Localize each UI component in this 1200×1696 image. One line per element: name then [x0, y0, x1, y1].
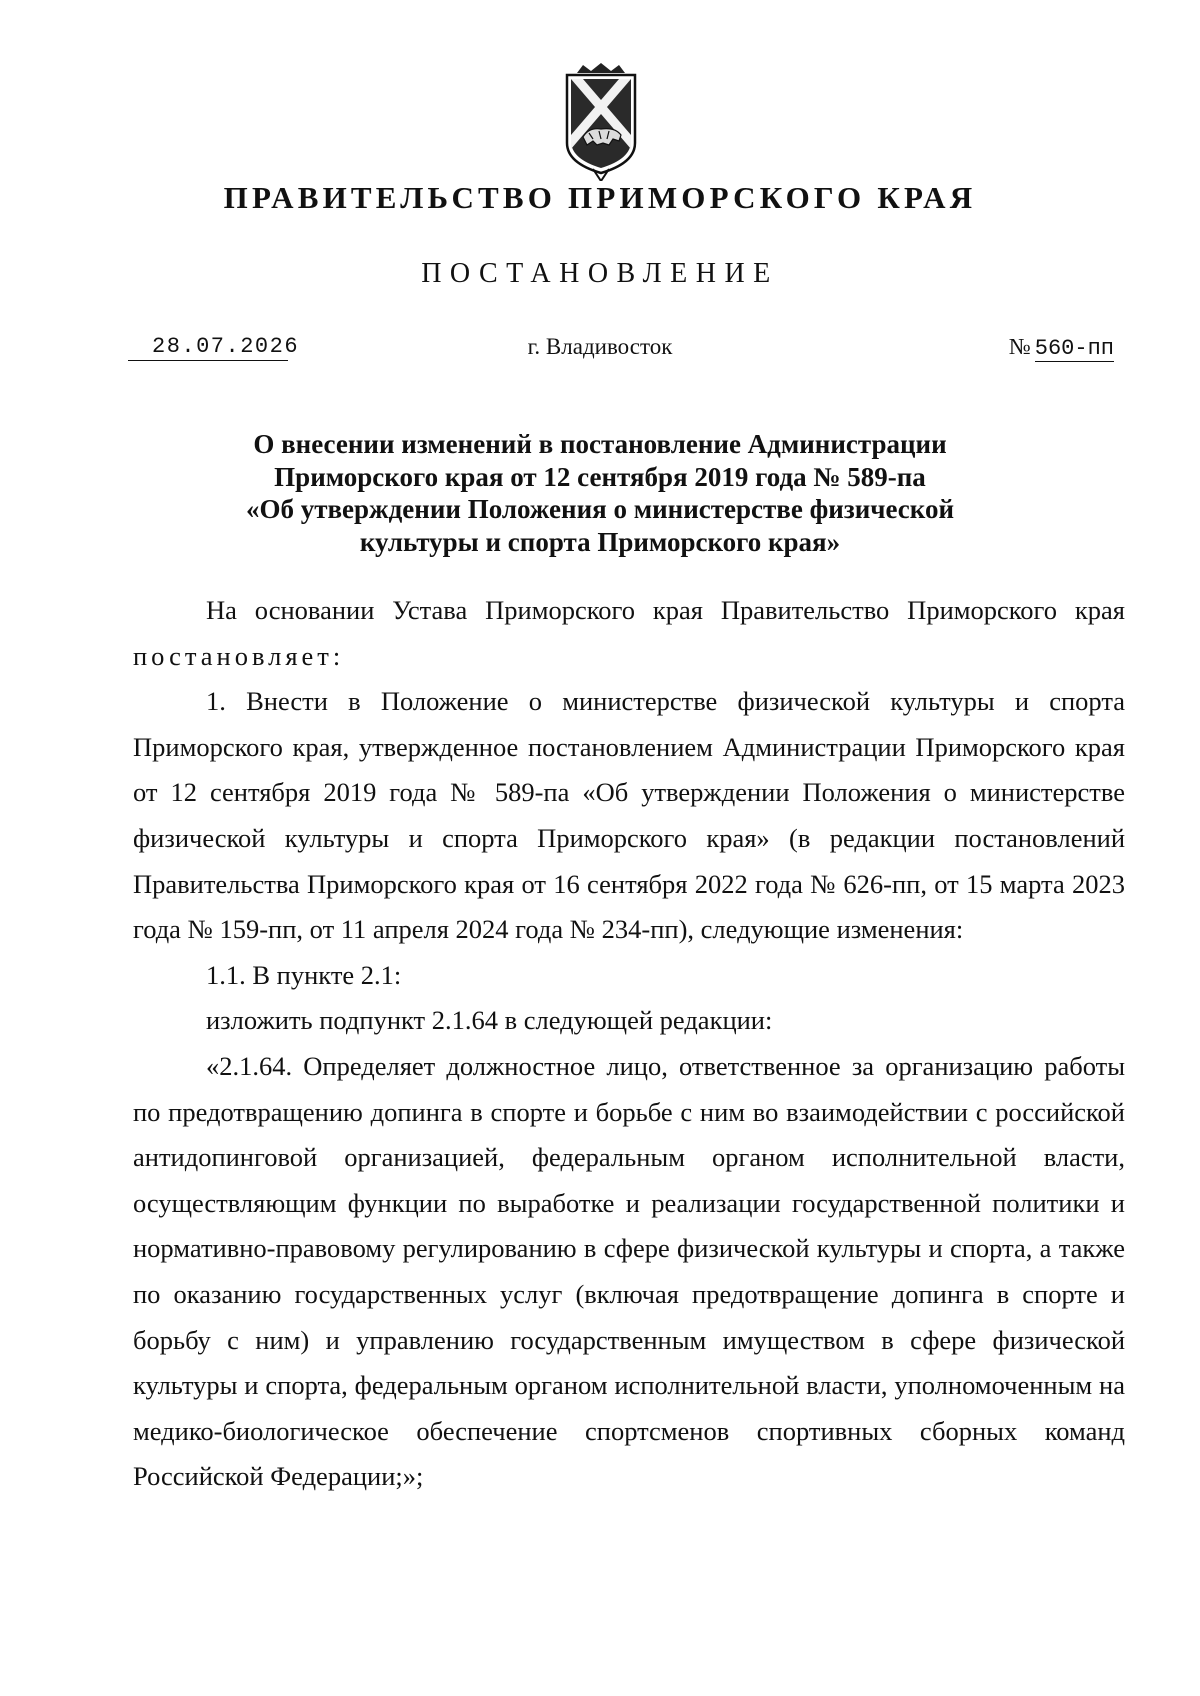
- intro-decree-word: постановляет:: [133, 640, 345, 671]
- document-subject: [0, 428, 1200, 558]
- number-value: 560-пп: [1034, 336, 1114, 361]
- subject-line: культуры и спорта Приморского края»: [359, 526, 841, 557]
- document-body: [133, 588, 1125, 1500]
- number-sign: №: [1008, 334, 1031, 359]
- document-number: [1009, 334, 1114, 362]
- document-city: г. Владивосток: [527, 334, 673, 359]
- intro-text: На основании Устава Приморского края Правительство Приморского края: [206, 595, 1125, 625]
- intro-paragraph: [133, 588, 1125, 679]
- item-1-1-paragraph: 1.1. В пункте 2.1:: [206, 959, 402, 990]
- subject-line: Приморского края от 12 сентября 2019 года № 589-па: [274, 461, 926, 492]
- item-1-paragraph: 1. Внести в Положение о министерстве физической культуры и спорта Приморского края, утвержденное постановлением Администрации Приморского края от 12 сентября 2019 года № 589-па «Об утверждении Положения о министерстве физической культуры и спорта Приморского края» (в редакции постановлений Правительства Приморского края от 16 сентября 2022 года № 626-пп, от 15 марта 2023 года № 159-пп, от 11 апреля 2024 года № 234-пп), следующие изменения:: [133, 686, 1125, 945]
- quoted-subclause: «2.1.64. Определяет должностное лицо, ответственное за организацию работы по предотвращению допинга в спорте и борьбе с ним во взаимодействии с российской антидопинговой организацией, федеральным органом исполнительной власти, осуществляющим функции по выработке и реализации государственной политики и нормативно-правовому регулированию в сфере физической культуры и спорта, а также по оказанию государственных услуг (включая предотвращение допинга в спорте и борьбу с ним) и управлению государственным имуществом в сфере физической культуры и спорта, федеральным органом исполнительной власти, уполномоченным на медико-биологическое обеспечение спортсменов спортивных сборных команд Российской Федерации;»;: [133, 1050, 1125, 1492]
- document-type: ПОСТАНОВЛЕНИЕ: [421, 258, 779, 289]
- item-1-1-note: изложить подпункт 2.1.64 в следующей редакции:: [206, 1005, 773, 1036]
- document-date: 28.07.2026: [128, 334, 288, 361]
- coat-of-arms-icon: [563, 63, 639, 181]
- government-title: ПРАВИТЕЛЬСТВО ПРИМОРСКОГО КРАЯ: [223, 180, 977, 215]
- subject-line: О внесении изменений в постановление Администрации: [253, 429, 947, 459]
- subject-line: «Об утверждении Положения о министерстве физической: [245, 494, 955, 524]
